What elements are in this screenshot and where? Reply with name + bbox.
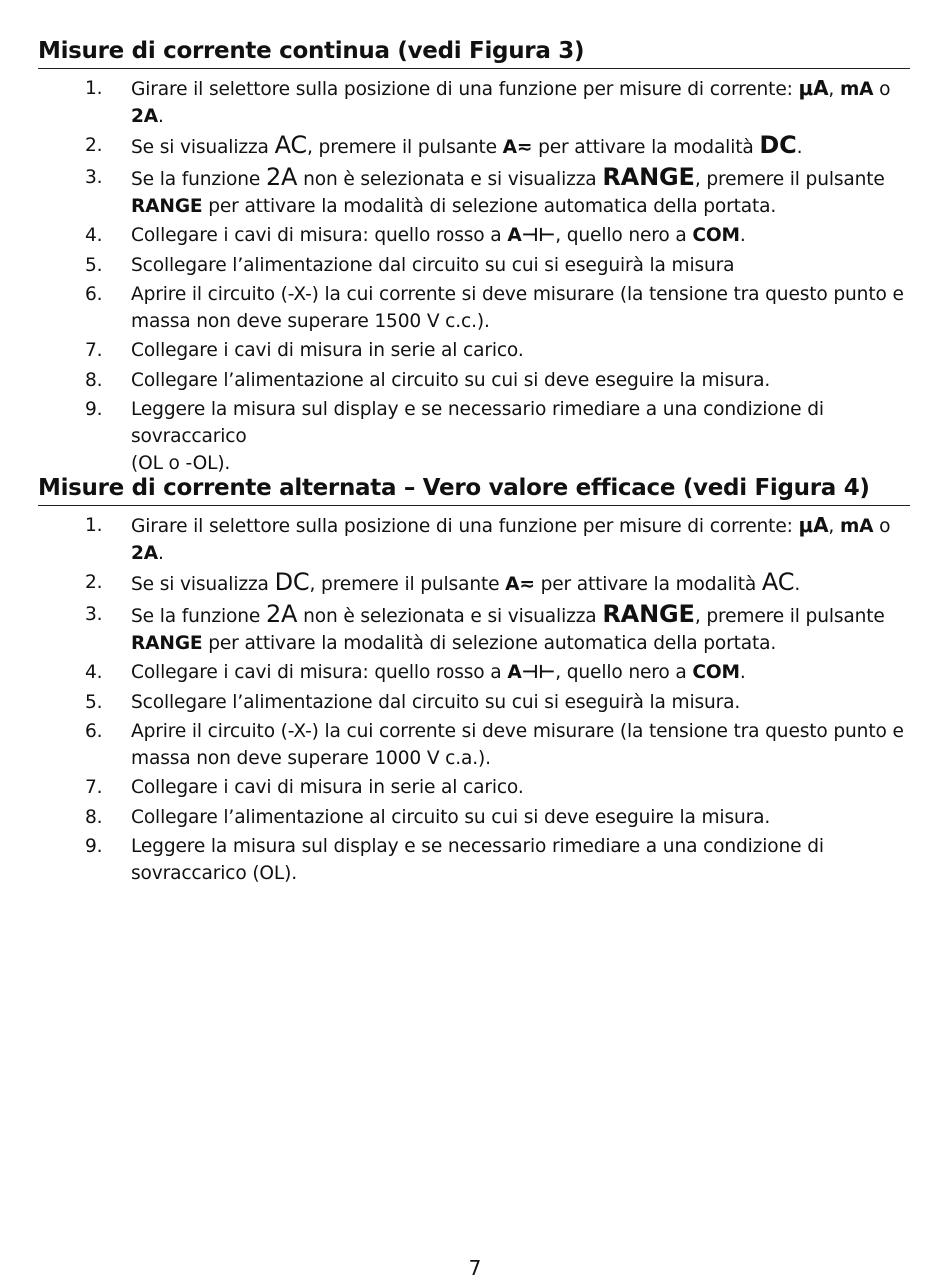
list-item: 1. Girare il selettore sulla posizione di una funzione per misure di corrente: μA, mA o 2A. [85, 513, 891, 564]
step-number: 3. [85, 166, 103, 188]
step-number: 6. [85, 283, 103, 305]
display-ac-label: AC [274, 131, 308, 160]
list-item: 5. Scollegare l’alimentazione dal circuito su cui si eseguirà la misura. [38, 689, 910, 716]
range-microamp: μA [798, 513, 829, 537]
step-number: 2. [85, 572, 103, 594]
amp-terminal-icon: A⊣⊢ [507, 225, 556, 247]
com-terminal-label: COM [692, 662, 740, 684]
range-microamp: μA [798, 76, 829, 100]
step-number: 8. [85, 806, 103, 828]
list-item: 8. Collegare l’alimentazione al circuito su cui si deve eseguire la misura. [38, 804, 910, 831]
display-range-label: RANGE [602, 162, 695, 191]
list-item: 7. Collegare i cavi di misura in serie al carico. [38, 337, 910, 364]
ac-dc-toggle-icon: A≂ [505, 574, 535, 596]
section-title: Misure di corrente alternata – Vero valore efficace (vedi Figura 4) [38, 473, 910, 506]
list-item: 7. Collegare i cavi di misura in serie al carico. [38, 774, 910, 801]
step-number: 4. [85, 225, 103, 247]
step-number: 6. [85, 720, 103, 742]
step-number: 7. [85, 340, 103, 362]
display-2a-label: 2A [265, 599, 298, 628]
display-ac-label: AC [761, 568, 795, 597]
display-2a-label: 2A [265, 162, 298, 191]
list-item: 4. Collegare i cavi di misura: quello rosso a A⊣⊢, quello nero a COM. [38, 222, 910, 249]
step-number: 1. [85, 515, 103, 536]
step-number: 4. [85, 662, 103, 684]
ac-dc-toggle-icon: A≂ [502, 137, 533, 159]
step-number: 3. [85, 603, 103, 625]
range-2a: 2A [131, 543, 159, 564]
list-item: 2. Se si visualizza DC, premere il pulsante A≂ per attivare la modalità AC. [85, 568, 801, 597]
range-button-label: RANGE [131, 195, 203, 217]
list-item: 5. Scollegare l’alimentazione dal circuito su cui si eseguirà la misura [38, 252, 910, 279]
range-milliamp: mA [839, 79, 874, 100]
page-number: 7 [468, 1256, 482, 1280]
amp-terminal-icon: A⊣⊢ [507, 662, 556, 684]
section-title: Misure di corrente continua (vedi Figura 3) [38, 36, 910, 69]
list-item: 9. Leggere la misura sul display e se necessario rimediare a una condizione di sovraccarico (OL o -OL). [38, 396, 910, 477]
range-button-label: RANGE [131, 632, 203, 654]
display-dc-label: DC [759, 131, 797, 160]
section-dc-current [38, 36, 910, 480]
step-number: 9. [85, 399, 103, 421]
steps-list [38, 512, 910, 887]
list-item: 2. Se si visualizza AC, premere il pulsante A≂ per attivare la modalità DC. [85, 131, 803, 160]
list-item: 1. Girare il selettore sulla posizione di una funzione per misure di corrente: μA, mA o 2A. [85, 76, 891, 127]
list-item: 8. Collegare l’alimentazione al circuito su cui si deve eseguire la misura. [38, 367, 910, 394]
step-number: 8. [85, 369, 103, 391]
list-item: 4. Collegare i cavi di misura: quello rosso a A⊣⊢, quello nero a COM. [38, 659, 910, 686]
display-range-label: RANGE [602, 599, 695, 628]
step-number: 5. [85, 691, 103, 713]
step-number: 1. [85, 78, 103, 99]
range-milliamp: mA [839, 516, 874, 537]
steps-list [38, 75, 910, 477]
step-number: 7. [85, 777, 103, 799]
list-item: 3. Se la funzione 2A non è selezionata e si visualizza RANGE, premere il pulsante RANGE per attivare la modalità di selezione automatica della portata. [85, 162, 885, 217]
step-number: 5. [85, 254, 103, 276]
list-item: 6. Aprire il circuito (-X-) la cui corrente si deve misurare (la tensione tra questo punto e massa non deve superare 1000 V c.a.). [38, 718, 910, 772]
display-dc-label: DC [274, 568, 310, 597]
com-terminal-label: COM [692, 225, 740, 247]
step-number: 2. [85, 135, 103, 157]
section-ac-current [38, 473, 910, 890]
list-item: 3. Se la funzione 2A non è selezionata e si visualizza RANGE, premere il pulsante RANGE per attivare la modalità di selezione automatica della portata. [85, 599, 885, 654]
list-item: 6. Aprire il circuito (-X-) la cui corrente si deve misurare (la tensione tra questo punto e massa non deve superare 1500 V c.c.). [38, 281, 910, 335]
list-item: 9. Leggere la misura sul display e se necessario rimediare a una condizione di sovraccarico (OL). [38, 833, 910, 887]
step-number: 9. [85, 836, 103, 858]
range-2a: 2A [131, 106, 159, 127]
